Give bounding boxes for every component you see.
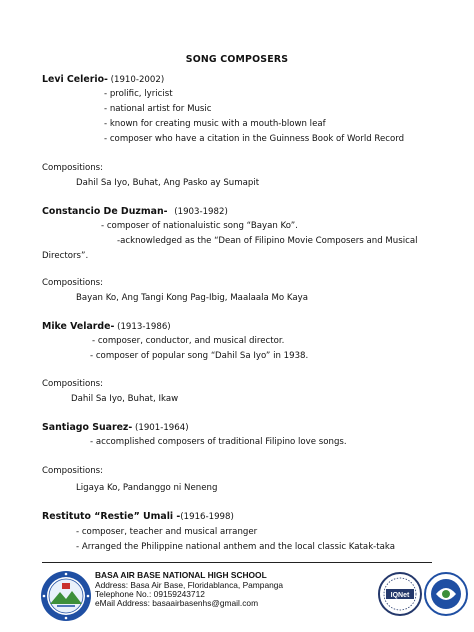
deped-seal-icon <box>424 572 468 616</box>
footer-telephone: Telephone No.: 09159243712 <box>95 589 205 599</box>
footer-address: Address: Basa Air Base, Floridablanca, Pampanga <box>95 580 284 590</box>
compositions-list: Dahil Sa Iyo, Buhat, Ang Pasko ay Sumapit <box>76 178 260 188</box>
composer-heading <box>42 321 171 332</box>
detail-line: - composer who have a citation in the Guinness Book of World Record <box>104 134 405 144</box>
compositions-label: Compositions: <box>42 466 104 476</box>
compositions-label: Compositions: <box>42 163 104 173</box>
composer-name: Mike Velarde- <box>42 321 115 332</box>
detail-line: -acknowledged as the “Dean of Filipino Movie Composers and Musical <box>117 236 418 246</box>
detail-line: - known for creating music with a mouth-blown leaf <box>104 119 326 129</box>
page-title: SONG COMPOSERS <box>185 54 289 65</box>
detail-line: Directors”. <box>42 251 89 261</box>
school-seal-icon <box>40 570 92 622</box>
compositions-list: Ligaya Ko, Pandanggo ni Neneng <box>76 483 218 493</box>
composer-name: Santiago Suarez- <box>42 422 133 433</box>
composer-years: (1903-1982) <box>174 207 228 217</box>
composer-heading <box>42 74 164 85</box>
detail-line: - composer of nationaluistic song “Bayan Ko”. <box>101 221 298 231</box>
compositions-list: Bayan Ko, Ang Tangi Kong Pag-Ibig, Maalaala Mo Kaya <box>76 293 309 303</box>
composer-name: Constancio De Duzman- <box>42 206 168 217</box>
composer-heading <box>42 511 234 522</box>
composer-name: Restituto “Restie” Umali - <box>42 511 181 522</box>
detail-line: - composer of popular song “Dahil Sa Iyo” in 1938. <box>90 351 309 361</box>
detail-line: - Arranged the Philippine national anthem and the local classic Katak-taka <box>76 542 395 552</box>
footer-email: eMail Address: basaairbasenhs@gmail.com <box>95 598 259 608</box>
composer-name: Levi Celerio- <box>42 74 108 85</box>
detail-line: - national artist for Music <box>104 104 212 114</box>
detail-line: - composer, conductor, and musical director. <box>92 336 285 346</box>
compositions-list: Dahil Sa Iyo, Buhat, Ikaw <box>71 394 179 404</box>
compositions-label: Compositions: <box>42 278 104 288</box>
composer-years: (1916-1998) <box>180 512 234 522</box>
cert-badge-text: IQNet <box>390 592 410 599</box>
composer-years: (1901-1964) <box>135 423 189 433</box>
detail-line: - prolific, lyricist <box>104 89 173 99</box>
composer-years: (1910-2002) <box>110 75 165 85</box>
iqnet-certified-seal-icon <box>378 572 422 616</box>
footer-divider <box>42 562 432 563</box>
detail-line: - accomplished composers of traditional Filipino love songs. <box>90 437 347 447</box>
detail-line: - composer, teacher and musical arranger <box>76 527 258 537</box>
compositions-label: Compositions: <box>42 379 104 389</box>
footer-school-name: BASA AIR BASE NATIONAL HIGH SCHOOL <box>95 570 267 580</box>
composer-heading <box>42 206 228 217</box>
composer-heading <box>42 422 189 433</box>
composer-years: (1913-1986) <box>117 322 171 332</box>
